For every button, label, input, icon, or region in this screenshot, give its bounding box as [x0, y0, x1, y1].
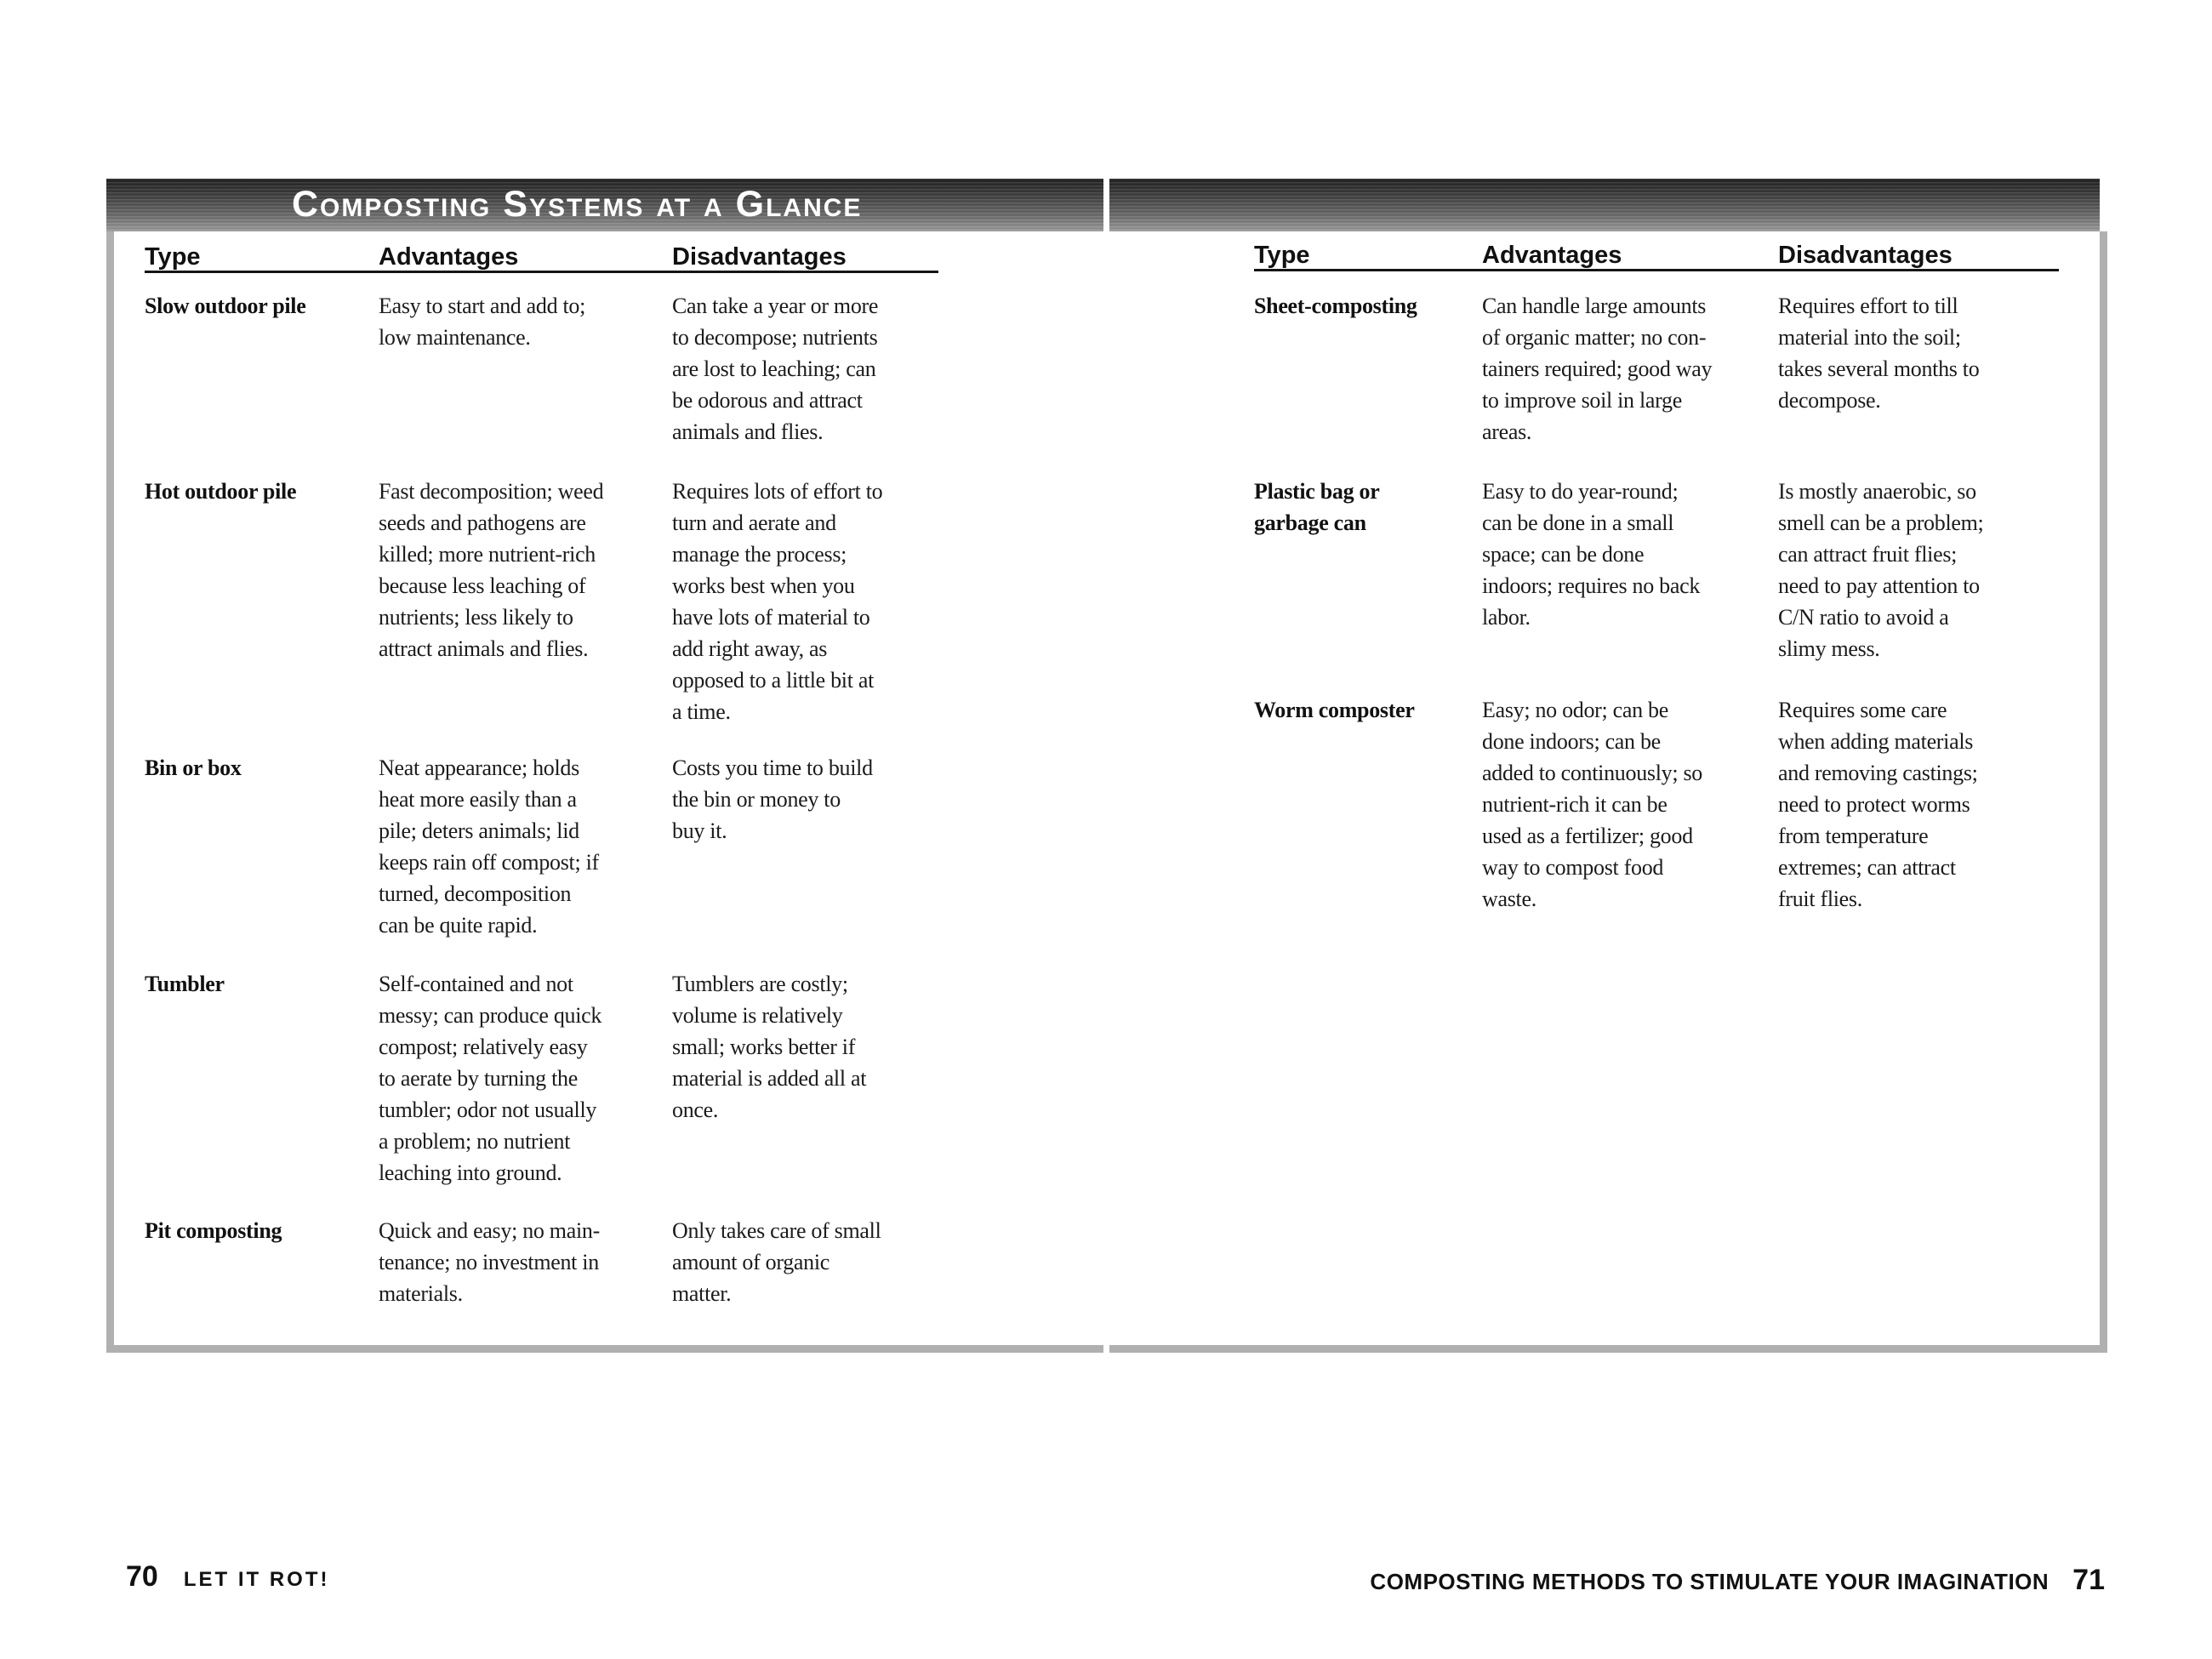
advantages-cell: Fast decomposition; weed seeds and pathogens are killed; more nutrient-rich because less leaching of nutrients; less likely to attract animals and flies. — [379, 479, 604, 661]
advantages-cell: Neat appearance; holds heat more easily than a pile; deters animals; lid keeps rain off compost; if turned, decomposition can be quite rapid. — [379, 755, 599, 938]
column-header-disadvantages-right: Disadvantages — [1778, 242, 1953, 269]
disadvantages-cell: Requires lots of effort to turn and aerate and manage the process; works best when you have lots of material to add right away, as opposed to a little bit at a time. — [672, 479, 883, 724]
type-cell: Plastic bag or garbage can — [1254, 479, 1380, 535]
type-cell: Slow outdoor pile — [145, 294, 306, 318]
page-number: 71 — [2072, 1564, 2105, 1596]
disadvantages-cell: Tumblers are costly; volume is relatively small; works better if material is added all at once. — [672, 972, 867, 1122]
type-cell: Sheet-composting — [1254, 294, 1417, 318]
disadvantages-cell: Only takes care of small amount of organic matter. — [672, 1218, 881, 1306]
advantages-cell: Easy; no odor; can be done indoors; can be added to continuously; so nutrient-rich it can be used as a fertilizer; good way to compost food waste. — [1482, 698, 1702, 911]
type-cell: Pit composting — [145, 1218, 282, 1243]
disadvantages-cell: Costs you time to build the bin or money to buy it. — [672, 755, 873, 843]
chapter-title-footer: COMPOSTING METHODS TO STIMULATE YOUR IMAGINATION — [1370, 1569, 2050, 1594]
header-rule-right — [1254, 269, 2059, 271]
type-cell: Tumbler — [145, 972, 225, 996]
disadvantages-cell: Requires some care when adding materials and removing castings; need to protect worms from temperature extremes; can attract fruit flies. — [1778, 698, 1978, 911]
disadvantages-cell: Can take a year or more to decompose; nutrients are lost to leaching; can be odorous and attract animals and flies. — [672, 294, 879, 444]
disadvantages-cell: Is mostly anaerobic, so smell can be a problem; can attract fruit flies; need to pay attention to C/N ratio to avoid a slimy mess. — [1778, 479, 1984, 661]
column-header-advantages-left: Advantages — [379, 243, 519, 271]
advantages-cell: Self-contained and not messy; can produce quick compost; relatively easy to aerate by turning the tumbler; odor not usually a problem; no nutrient leaching into ground. — [379, 972, 602, 1185]
advantages-cell: Can handle large amounts of organic matter; no con- tainers required; good way to improve soil in large areas. — [1482, 294, 1713, 444]
table-title: Composting Systems at a Glance — [292, 184, 863, 225]
page-gutter — [1103, 179, 1109, 1353]
column-header-disadvantages-left: Disadvantages — [672, 243, 847, 271]
type-cell: Hot outdoor pile — [145, 479, 297, 504]
book-title-footer: LET IT ROT! — [183, 1568, 330, 1591]
advantages-cell: Quick and easy; no main- tenance; no investment in materials. — [379, 1218, 600, 1306]
type-cell: Bin or box — [145, 755, 242, 780]
header-rule-left — [145, 271, 938, 273]
column-header-type-right: Type — [1254, 242, 1310, 269]
advantages-cell: Easy to do year-round; can be done in a small space; can be done indoors; requires no back labor. — [1482, 479, 1701, 630]
advantages-cell: Easy to start and add to; low maintenance. — [379, 294, 586, 350]
page-number: 70 — [126, 1560, 158, 1593]
disadvantages-cell: Requires effort to till material into the soil; takes several months to decompose. — [1778, 294, 1980, 413]
column-header-type-left: Type — [145, 243, 201, 271]
column-header-advantages-right: Advantages — [1482, 242, 1622, 269]
type-cell: Worm composter — [1254, 698, 1415, 722]
left-page-footer — [126, 1560, 329, 1593]
right-page-footer — [1370, 1564, 2105, 1597]
